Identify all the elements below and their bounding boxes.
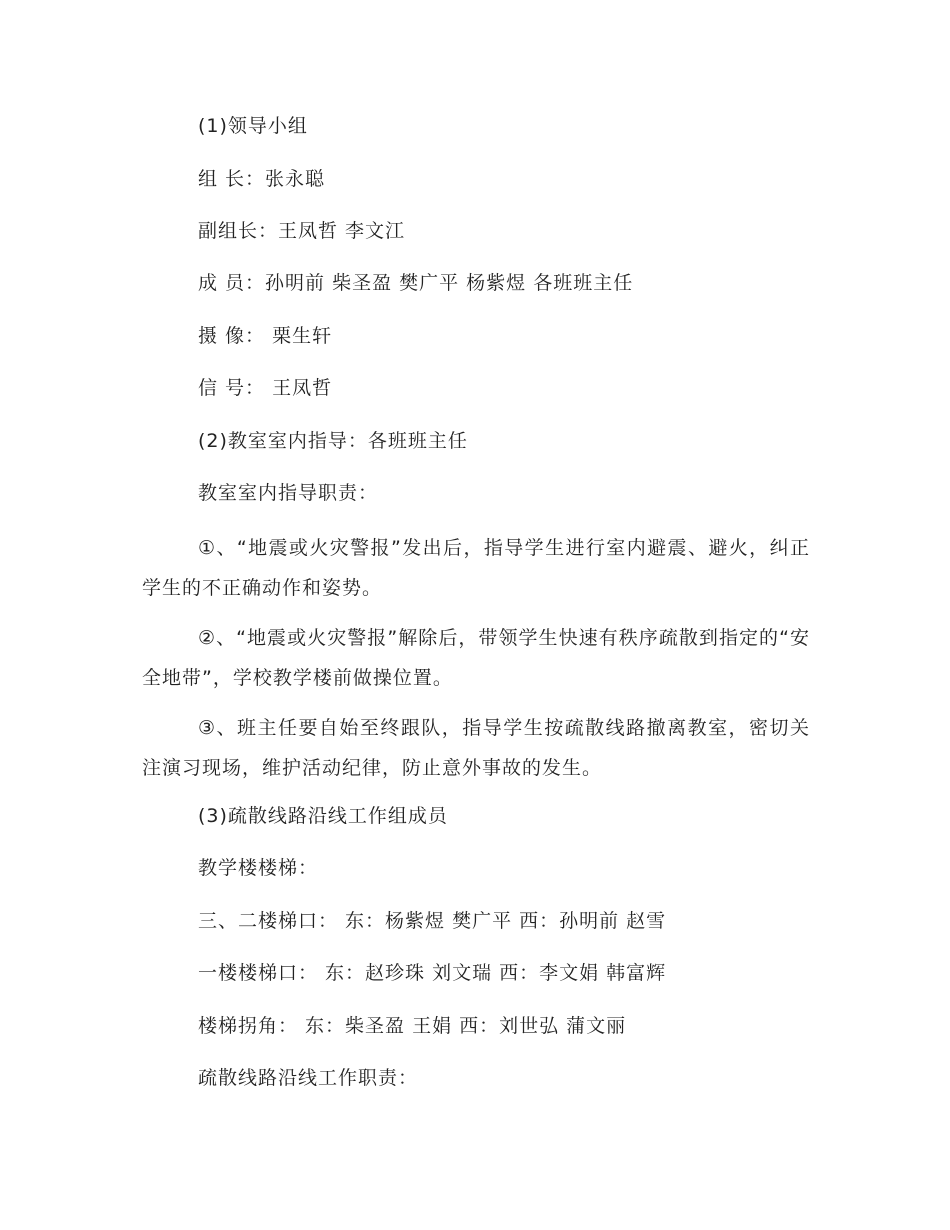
line-members: 成 员：孙明前 柴圣盈 樊广平 杨紫煜 各班班主任 — [198, 272, 634, 294]
line-stairs-corner: 楼梯拐角： 东：柴圣盈 王娟 西：刘世弘 蒲文丽 — [198, 1015, 627, 1037]
classroom-duties-heading: 教室室内指导职责： — [198, 482, 379, 504]
line-stairs-2-3: 三、二楼梯口： 东：杨紫煜 樊广平 西：孙明前 赵雪 — [198, 910, 667, 932]
section-heading-classroom: (2)教室室内指导：各班班主任 — [198, 430, 468, 452]
duty-paragraph-1: ①、“地震或火灾警报”发出后，指导学生进行室内避震、避火，纠正学生的不正确动作和姿势。 — [142, 537, 810, 599]
line-stairs-1: 一楼楼梯口： 东：赵珍珠 刘文瑞 西：李文娟 韩富辉 — [198, 962, 667, 984]
line-group-leader: 组 长：张永聪 — [198, 168, 326, 190]
section-heading-leadership: (1)领导小组 — [198, 115, 308, 137]
duty-paragraph-2: ②、“地震或火灾警报”解除后，带领学生快速有秩序疏散到指定的“安全地带”，学校教学楼前做操位置。 — [142, 627, 810, 689]
evacuation-duties-heading: 疏散线路沿线工作职责： — [198, 1067, 419, 1089]
duty-paragraph-3: ③、班主任要自始至终跟队，指导学生按疏散线路撤离教室，密切关注演习现场，维护活动纪律，防止意外事故的发生。 — [142, 717, 810, 779]
line-camera: 摄 像： 栗生轩 — [198, 325, 333, 347]
line-stairs-heading: 教学楼楼梯： — [198, 857, 319, 879]
section-heading-evacuation: (3)疏散线路沿线工作组成员 — [198, 805, 448, 827]
line-signal: 信 号： 王凤哲 — [198, 377, 333, 399]
line-deputy-leader: 副组长：王凤哲 李文江 — [198, 220, 406, 242]
